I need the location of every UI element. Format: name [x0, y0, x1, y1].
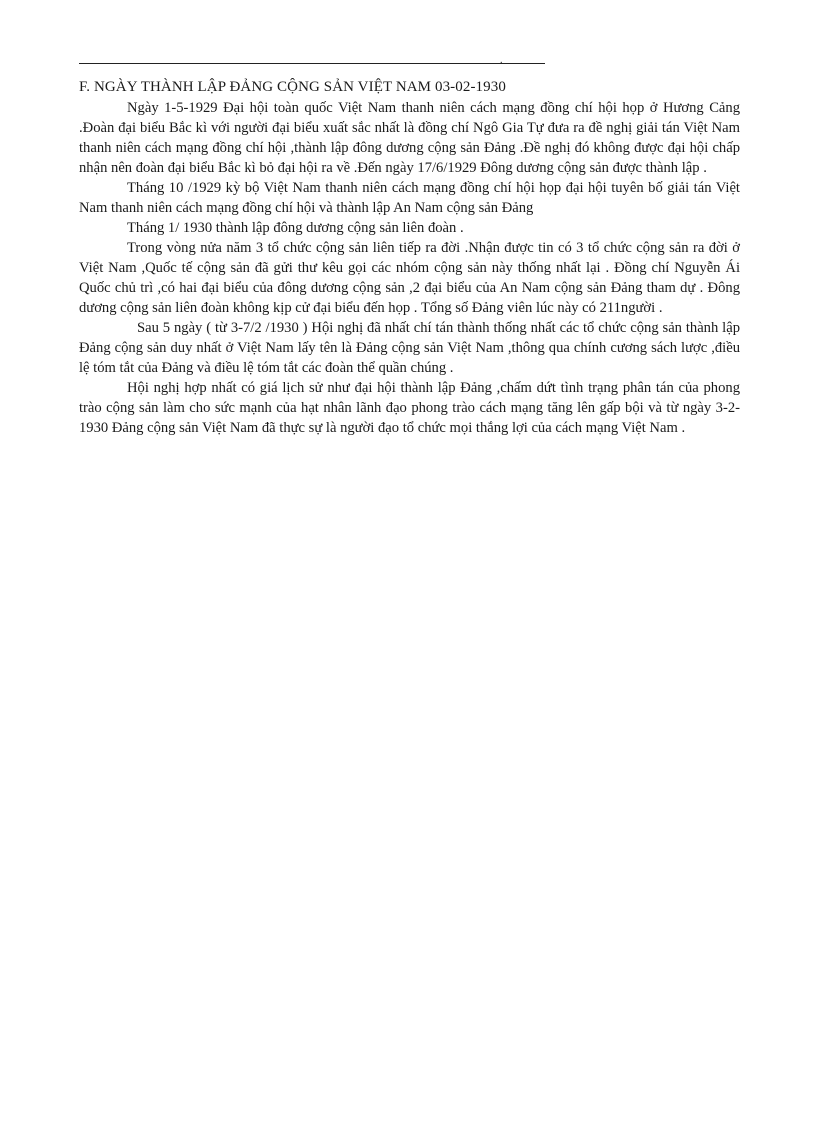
paragraph: Ngày 1-5-1929 Đại hội toàn quốc Việt Nam thanh niên cách mạng đồng chí hội họp ở Hương Cảng .Đoàn đại biểu Bắc kì với người đại biểu xuất sắc nhất là đồng chí Ngô Gia Tự đưa ra đề nghị giải tán Việt Nam thanh niên cách mạng đồng chí hội ,thành lập đông dương cộng sản Đảng .Đề nghị đó không được đại hội chấp nhận nên đoàn đại biểu Bắc kì bỏ đại hội ra về .Đến ngày 17/6/1929 Đông dương cộng sản được thành lập .	[79, 100, 740, 176]
document-body	[79, 98, 740, 438]
paragraph: Trong vòng nửa năm 3 tổ chức cộng sản liên tiếp ra đời .Nhận được tin có 3 tổ chức cộng sản ra đời ở Việt Nam ,Quốc tế cộng sản đã gửi thư kêu gọi các nhóm cộng sản này thống nhất lại . Đồng chí Nguyễn Ái Quốc chủ trì ,có hai đại biểu của đông dương cộng sản ,2 đại biểu của An Nam cộng sản Đảng tham dự . Đông dương cộng sản liên đoàn không kịp cử đại biểu đến họp . Tổng số Đảng viên lúc này có 211người .	[79, 240, 740, 316]
rule-mark: .	[500, 55, 503, 66]
paragraph: Hội nghị hợp nhất có giá lịch sử như đại hội thành lập Đảng ,chấm dứt tình trạng phân tán của phong trào cộng sản làm cho sức mạnh của hạt nhân lãnh đạo phong trào cách mạng tăng lên gấp bội và từ ngày 3-2-1930 Đảng cộng sản Việt Nam đã thực sự là người đạo tổ chức mọi thắng lợi của cách mạng Việt Nam .	[79, 380, 740, 436]
paragraph: Tháng 1/ 1930 thành lập đông dương cộng sản liên đoàn .	[127, 220, 464, 236]
header-rule	[79, 63, 545, 64]
paragraph: Sau 5 ngày ( từ 3-7/2 /1930 ) Hội nghị đã nhất chí tán thành thống nhất các tổ chức cộng sản thành lập Đảng cộng sản duy nhất ở Việt Nam lấy tên là Đảng cộng sản Việt Nam ,thông qua chính cương sách lược ,điều lệ tóm tắt của Đảng và điều lệ tóm tắt các đoàn thể quần chúng .	[79, 320, 740, 376]
paragraph: Tháng 10 /1929 kỳ bộ Việt Nam thanh niên cách mạng đồng chí hội họp đại hội tuyên bố giải tán Việt Nam thanh niên cách mạng đồng chí hội và thành lập An Nam cộng sản Đảng	[79, 180, 740, 216]
section-heading: F. NGÀY THÀNH LẬP ĐẢNG CỘNG SẢN VIỆT NAM 03-02-1930	[79, 79, 506, 95]
